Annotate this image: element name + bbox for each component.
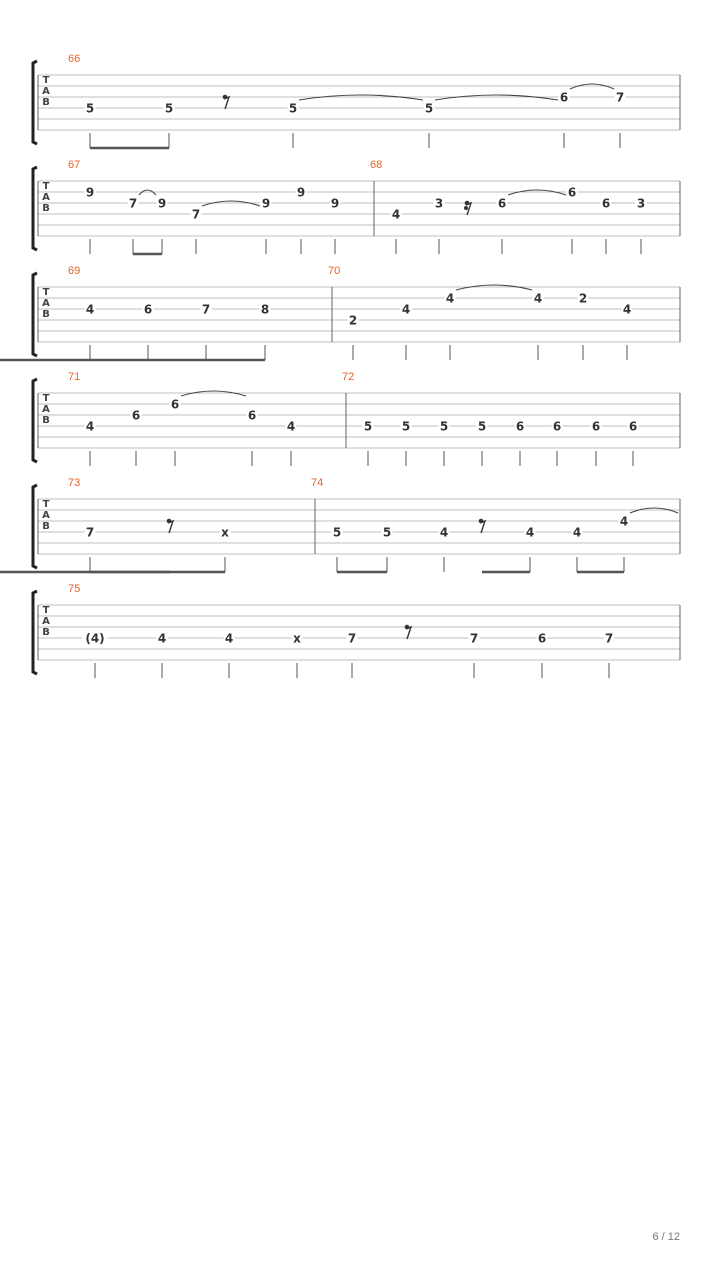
fret-number: 9 bbox=[157, 196, 167, 211]
fret-number: 3 bbox=[636, 196, 646, 211]
tab-clef-letter: B bbox=[42, 97, 50, 108]
measure-number: 72 bbox=[342, 371, 355, 383]
measure-number: 75 bbox=[68, 583, 81, 595]
fret-number: 6 bbox=[559, 90, 569, 105]
fret-number: 7 bbox=[347, 631, 357, 646]
fret-number: 9 bbox=[261, 196, 271, 211]
fret-number: 6 bbox=[515, 419, 525, 434]
system-bracket bbox=[33, 273, 37, 356]
fret-number: 4 bbox=[622, 302, 632, 317]
fret-number: 4 bbox=[286, 419, 296, 434]
fret-number: 7 bbox=[201, 302, 211, 317]
tab-clef-letter: B bbox=[42, 415, 50, 426]
fret-number: 6 bbox=[537, 631, 547, 646]
fret-number: 5 bbox=[382, 525, 392, 540]
eighth-rest-stem bbox=[406, 627, 411, 639]
tab-clef-letter: T bbox=[42, 181, 50, 192]
tab-clef-letter: B bbox=[42, 627, 50, 638]
fret-number: 7 bbox=[615, 90, 625, 105]
fret-number: x bbox=[293, 631, 301, 646]
measure-number: 66 bbox=[68, 53, 81, 65]
fret-number: 4 bbox=[401, 302, 411, 317]
fret-number: 4 bbox=[525, 525, 535, 540]
tab-clef-letter: A bbox=[42, 510, 50, 521]
fret-number: 6 bbox=[591, 419, 601, 434]
fret-number: x bbox=[221, 525, 229, 540]
page-number: 6 / 12 bbox=[652, 1231, 680, 1243]
measure-number: 73 bbox=[68, 477, 81, 489]
eighth-rest-stem bbox=[480, 521, 485, 533]
fret-number: 5 bbox=[85, 101, 95, 116]
tab-clef-letter: B bbox=[42, 309, 50, 320]
sixteenth-rest-head bbox=[464, 206, 468, 210]
fret-number: 6 bbox=[170, 397, 180, 412]
fret-number: 9 bbox=[330, 196, 340, 211]
tab-clef-letter: T bbox=[42, 605, 50, 616]
fret-number: 4 bbox=[619, 514, 629, 529]
fret-number: 6 bbox=[247, 408, 257, 423]
fret-number: 4 bbox=[572, 525, 582, 540]
fret-number: 4 bbox=[224, 631, 234, 646]
fret-number: 7 bbox=[469, 631, 479, 646]
fret-number: 6 bbox=[552, 419, 562, 434]
fret-number: 2 bbox=[578, 291, 588, 306]
fret-number: 5 bbox=[288, 101, 298, 116]
fret-number: 8 bbox=[260, 302, 270, 317]
fret-number: 5 bbox=[424, 101, 434, 116]
fret-number: 6 bbox=[497, 196, 507, 211]
fret-number: 6 bbox=[143, 302, 153, 317]
measure-number: 70 bbox=[328, 265, 341, 277]
fret-number: 5 bbox=[477, 419, 487, 434]
eighth-rest-stem bbox=[224, 97, 229, 109]
tab-clef-letter: A bbox=[42, 298, 50, 309]
fret-number: 9 bbox=[296, 185, 306, 200]
fret-number: 5 bbox=[439, 419, 449, 434]
tab-clef-letter: A bbox=[42, 86, 50, 97]
measure-number: 68 bbox=[370, 159, 383, 171]
fret-number: 4 bbox=[533, 291, 543, 306]
fret-number: (4) bbox=[85, 631, 105, 646]
tab-clef-letter: T bbox=[42, 393, 50, 404]
tab-clef-letter: T bbox=[42, 75, 50, 86]
fret-number: 7 bbox=[85, 525, 95, 540]
fret-number: 4 bbox=[391, 207, 401, 222]
eighth-rest-stem bbox=[168, 521, 173, 533]
fret-number: 7 bbox=[604, 631, 614, 646]
fret-number: 5 bbox=[164, 101, 174, 116]
fret-number: 5 bbox=[363, 419, 373, 434]
system-bracket bbox=[33, 61, 37, 144]
system-bracket bbox=[33, 167, 37, 250]
fret-number: 3 bbox=[434, 196, 444, 211]
tab-clef-letter: A bbox=[42, 616, 50, 627]
measure-number: 74 bbox=[311, 477, 324, 489]
tab-clef-letter: B bbox=[42, 521, 50, 532]
tab-clef-letter: A bbox=[42, 404, 50, 415]
fret-number: 6 bbox=[131, 408, 141, 423]
tab-clef-letter: T bbox=[42, 287, 50, 298]
fret-number: 4 bbox=[85, 302, 95, 317]
fret-number: 7 bbox=[191, 207, 201, 222]
fret-number: 7 bbox=[128, 196, 138, 211]
system-bracket bbox=[33, 591, 37, 674]
tab-clef-letter: A bbox=[42, 192, 50, 203]
fret-number: 4 bbox=[445, 291, 455, 306]
fret-number: 4 bbox=[439, 525, 449, 540]
fret-number: 2 bbox=[348, 313, 358, 328]
fret-number: 5 bbox=[332, 525, 342, 540]
fret-number: 4 bbox=[157, 631, 167, 646]
tab-clef-letter: T bbox=[42, 499, 50, 510]
system-bracket bbox=[33, 485, 37, 568]
fret-number: 4 bbox=[85, 419, 95, 434]
measure-number: 69 bbox=[68, 265, 81, 277]
fret-number: 5 bbox=[401, 419, 411, 434]
fret-number: 6 bbox=[628, 419, 638, 434]
measure-number: 71 bbox=[68, 371, 81, 383]
fret-number: 6 bbox=[601, 196, 611, 211]
fret-number: 6 bbox=[567, 185, 577, 200]
tab-clef-letter: B bbox=[42, 203, 50, 214]
measure-number: 67 bbox=[68, 159, 81, 171]
system-bracket bbox=[33, 379, 37, 462]
fret-number: 9 bbox=[85, 185, 95, 200]
